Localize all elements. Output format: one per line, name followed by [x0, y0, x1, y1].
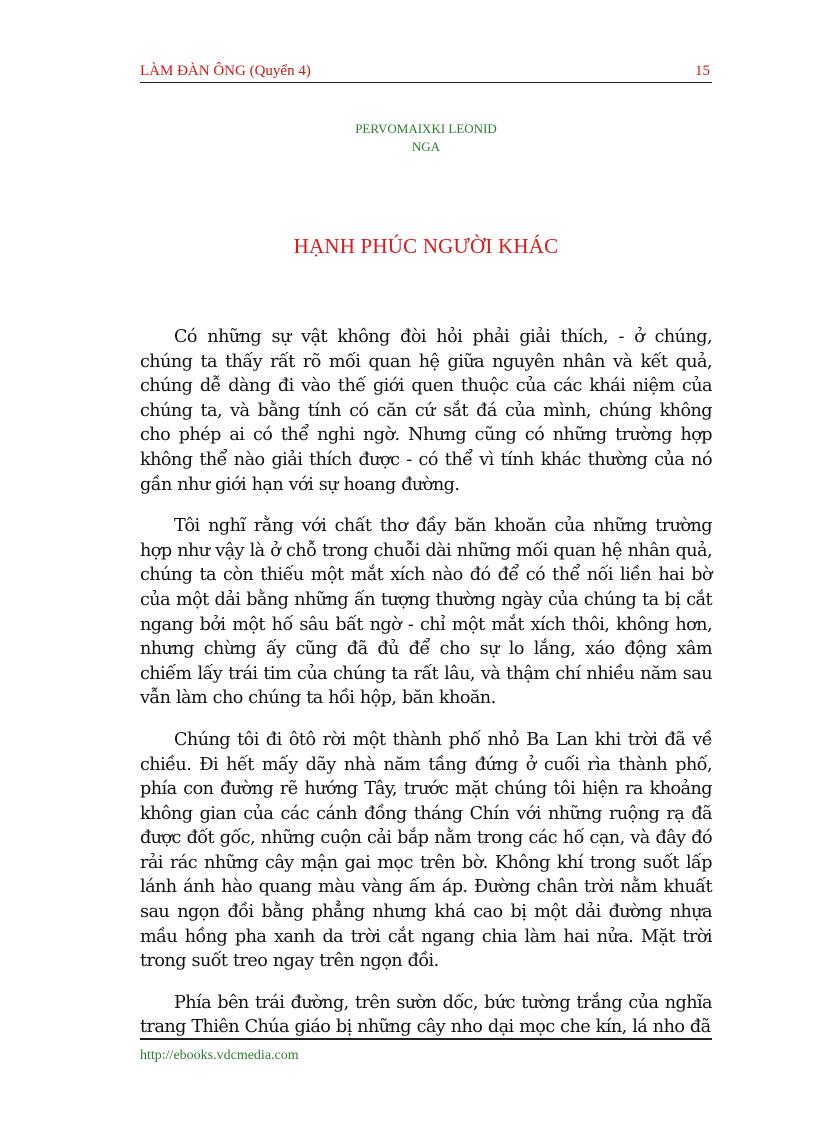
author-block: [140, 120, 712, 156]
body-text: [140, 325, 712, 1057]
page-header: [140, 62, 712, 83]
author-country: NGA: [411, 139, 441, 154]
author-name: PERVOMAIXKI LEONID: [355, 121, 497, 136]
page-footer: [140, 1038, 712, 1063]
paragraph-1: Có những sự vật không đòi hỏi phải giải thích, - ở chúng, chúng ta thấy rất rõ mối quan hệ giữa nguyên nhân và kết quả, chúng dễ dàng đi vào thế giới quen thuộc của các khái niệm của chúng ta, và bằng tính có căn cứ sắt đá của mình, chúng không cho phép ai có thể nghi ngờ. Nhưng cũng có những trường hợp không thể nào giải thích được - có thể vì tính khác thường của nó gần như giới hạn với sự hoang đường.: [140, 327, 712, 495]
footer-url-link[interactable]: http://ebooks.vdcmedia.com: [140, 1048, 299, 1063]
running-header-title: LÀM ĐÀN ÔNG (Quyển 4): [140, 63, 311, 79]
story-title: HẠNH PHÚC NGƯỜI KHÁC: [293, 234, 559, 258]
paragraph-2: Tôi nghĩ rằng với chất thơ đầy băn khoăn của những trường hợp như vậy là ở chỗ trong chuỗi dài những mối quan hệ nhân quả, chúng ta còn thiếu một mắt xích nào đó để có thể nối liền hai bờ của một dải bằng những ấn tượng thường ngày của chúng ta bị cắt ngang bởi một hố sâu bất ngờ - chỉ một mắt xích thôi, không hơn, nhưng chừng ấy cũng đã đủ để cho sự lo lắng, xáo động xâm chiếm lấy trái tim của chúng ta rất lâu, và thậm chí nhiều năm sau vẫn làm cho chúng ta hồi hộp, băn khoăn.: [140, 516, 712, 709]
page-number: 15: [695, 63, 710, 79]
paragraph-3: Chúng tôi đi ôtô rời một thành phố nhỏ Ba Lan khi trời đã về chiều. Đi hết mấy dãy nhà năm tầng đứng ở cuối rìa thành phố, phía con đường rẽ hướng Tây, trước mặt chúng tôi hiện ra khoảng không gian của các cánh đồng tháng Chín với những ruộng rạ đã được đốt gốc, những cuộn cải bắp nằm trong các hố cạn, và đây đó rải rác những cây mận gai mọc trên bờ. Không khí trong suốt lấp lánh ánh hào quang màu vàng ấm áp. Đường chân trời nằm khuất sau ngọn đồi bằng phẳng nhưng khá cao bị một dải đường nhựa mầu hồng pha xanh da trời cắt ngang chia làm hai nửa. Mặt trời trong suốt treo ngay trên ngọn đồi.: [140, 729, 712, 972]
paragraph-4: Phía bên trái đường, trên sườn dốc, bức tường trắng của nghĩa trang Thiên Chúa giáo bị những cây nho dại mọc che kín, lá nho đã: [140, 992, 712, 1038]
